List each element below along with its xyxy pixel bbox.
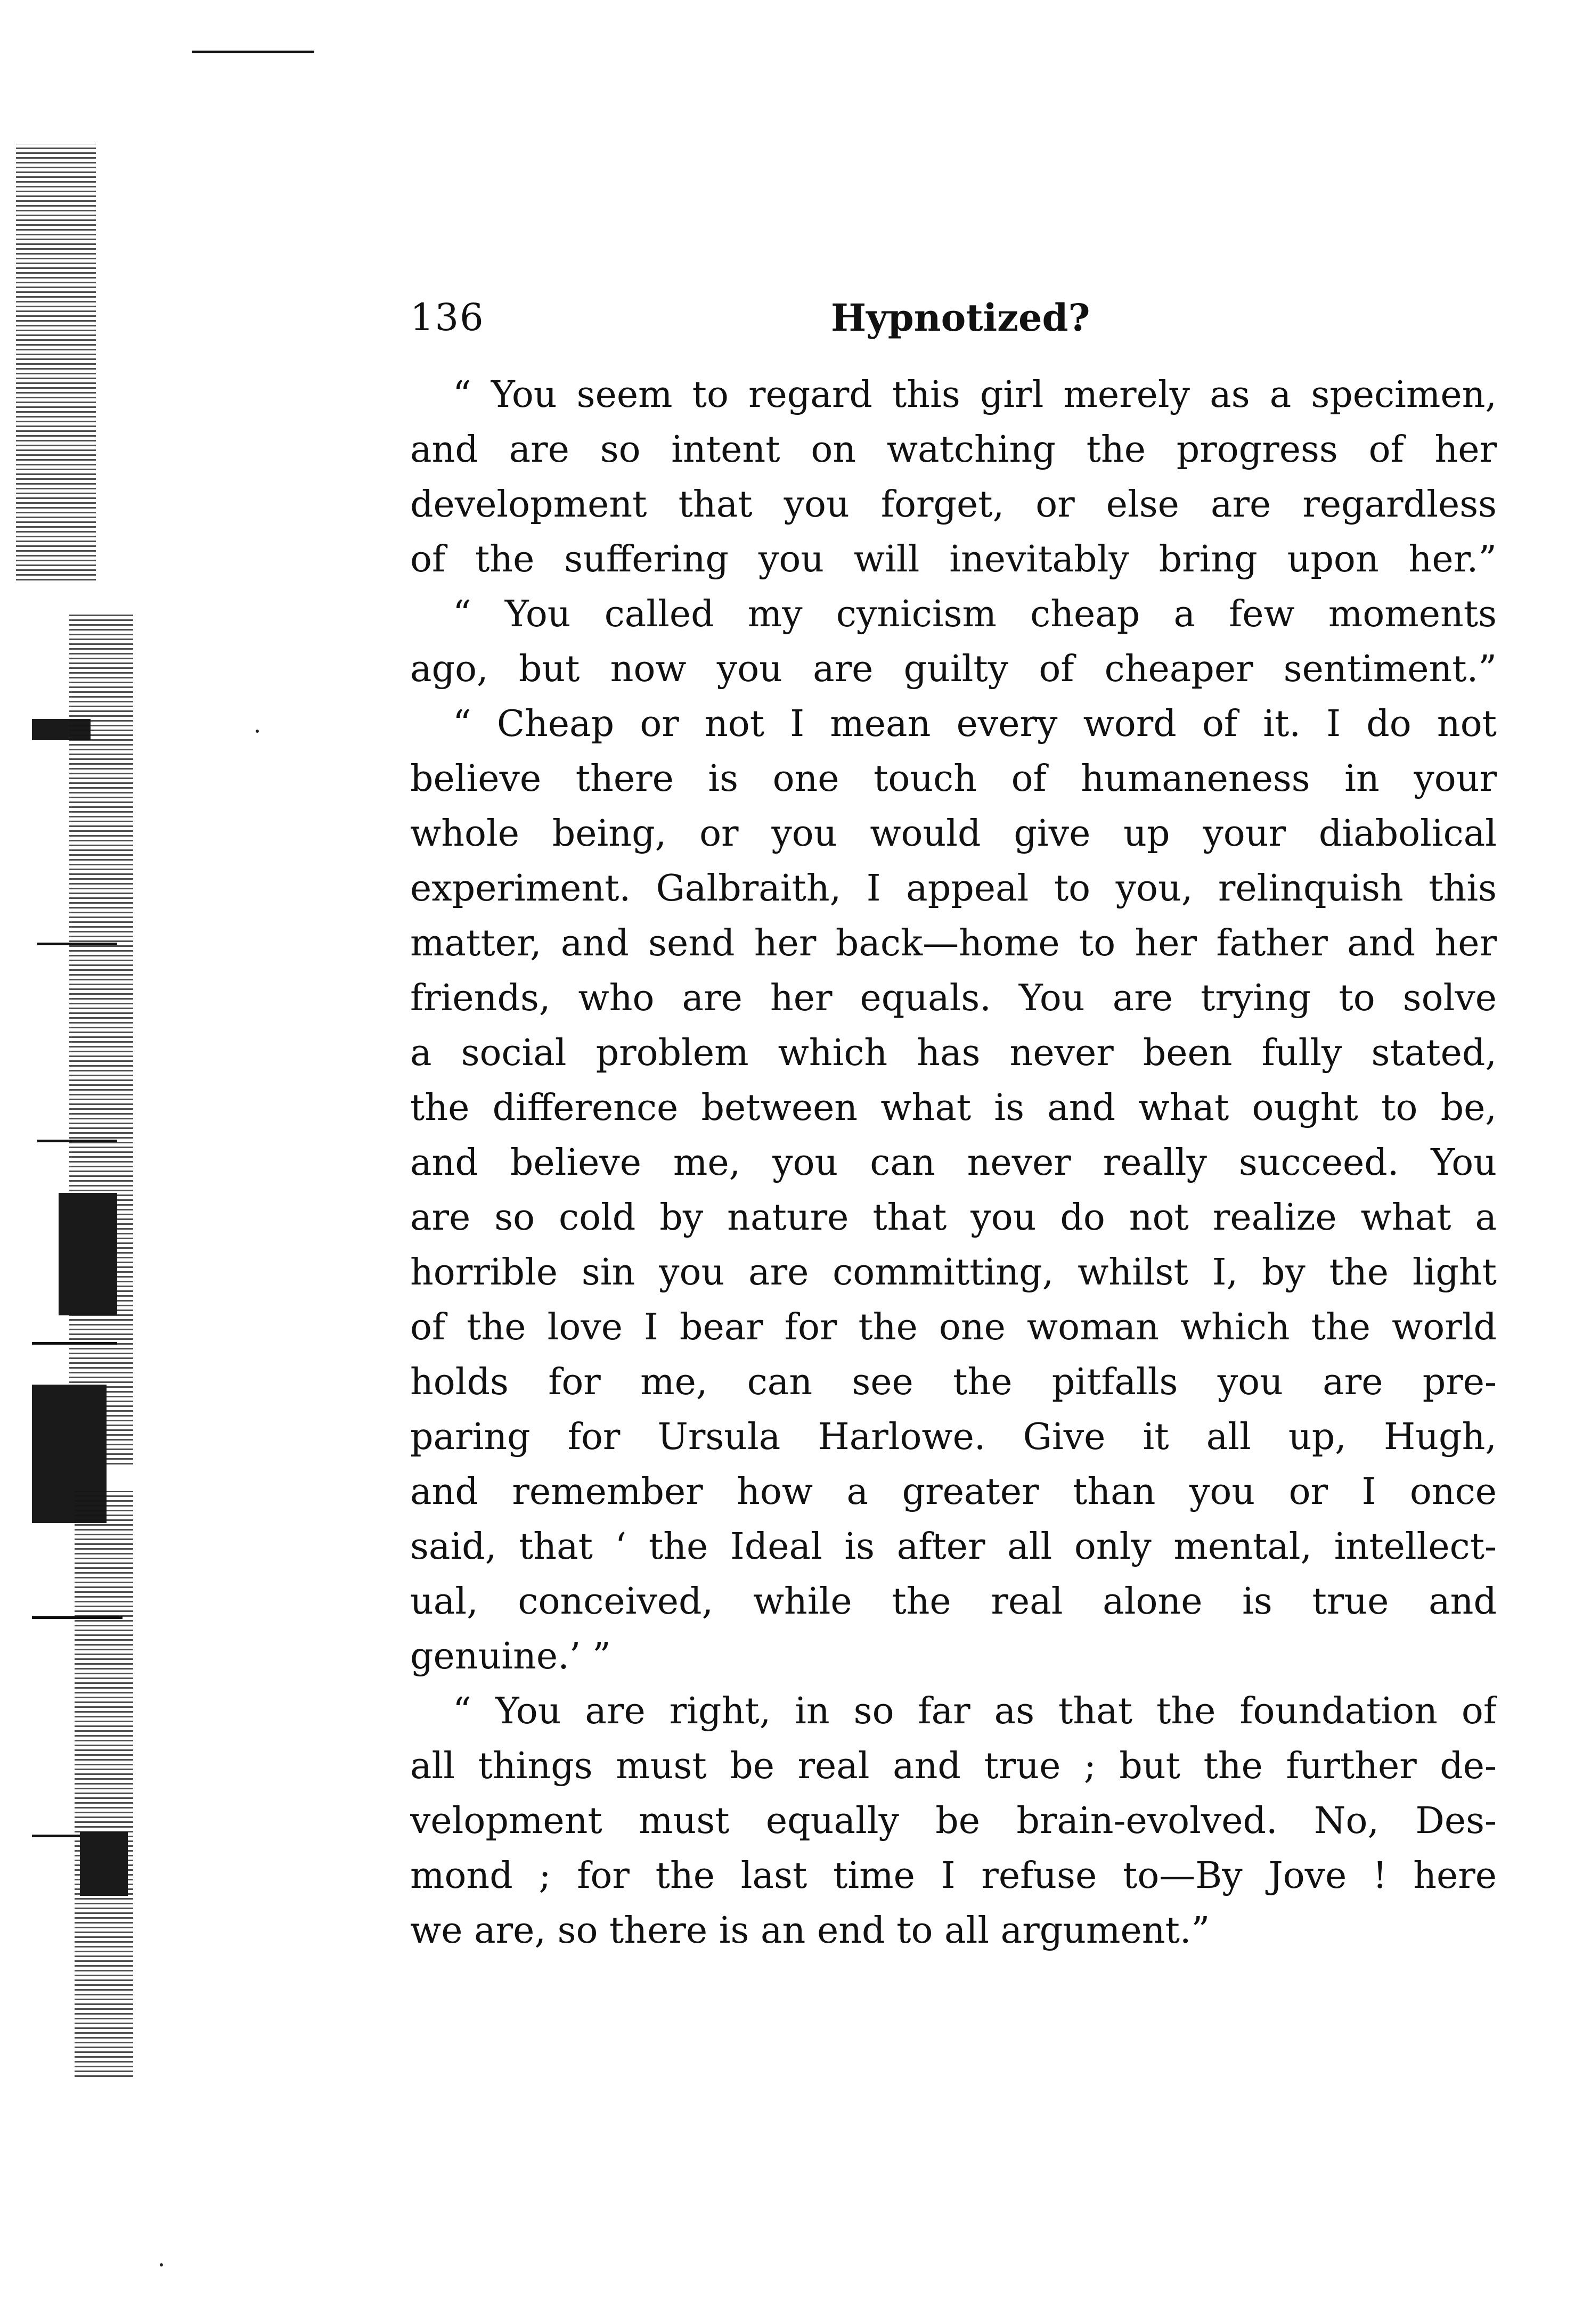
text-line: of the love I bear for the one woman which the world [410,1306,1497,1348]
text-line: all things must be real and true ; but the further de- [410,1745,1497,1787]
page-header [410,296,1491,354]
scan-block [59,1193,117,1315]
text-line: and are so intent on watching the progress of her [410,429,1497,471]
scan-noise [69,612,133,1464]
text-line: velopment must equally be brain-evolved. No, Des- [410,1800,1497,1842]
text-line: “ You called my cynicism cheap a few moments [453,593,1497,635]
text-line: believe there is one touch of humaneness in your [410,758,1497,800]
text-line: we are, so there is an end to all argument.” [410,1910,1210,1952]
body-text [410,367,1497,1958]
text-line: development that you forget, or else are regardless [410,484,1497,526]
text-line: “ Cheap or not I mean every word of it. I do not [453,703,1497,745]
text-line: said, that ‘ the Ideal is after all only mental, intellect- [410,1526,1497,1568]
text-line: and believe me, you can never really succeed. You [410,1142,1497,1184]
text-line: mond ; for the last time I refuse to—By Jove ! here [410,1855,1497,1897]
text-line: paring for Ursula Harlowe. Give it all up, Hugh, [410,1416,1497,1458]
text-line: and remember how a greater than you or I once [410,1471,1497,1513]
text-line: experiment. Galbraith, I appeal to you, relinquish this [410,868,1497,910]
text-line: whole being, or you would give up your diabolical [410,813,1497,855]
text-line: friends, who are her equals. You are trying to solve [410,977,1497,1019]
scan-rule [37,943,117,945]
text-line: ual, conceived, while the real alone is true and [410,1581,1497,1623]
scan-block [80,1832,128,1896]
page-number: 136 [410,296,485,339]
scan-rule [37,1140,117,1142]
text-line: horrible sin you are committing, whilst I, by the light [410,1251,1497,1294]
scan-noise [75,1491,133,2077]
text-line: ago, but now you are guilty of cheaper sentiment.” [410,648,1497,690]
text-line: matter, and send her back—home to her father and her [410,922,1497,964]
text-line: a social problem which has never been fully stated, [410,1032,1497,1074]
text-line: “ You seem to regard this girl merely as a specimen, [453,374,1497,416]
scan-speck [160,2263,163,2266]
text-line: holds for me, can see the pitfalls you are pre- [410,1361,1497,1403]
scan-speck [256,730,259,733]
text-line: of the suffering you will inevitably bring upon her.” [410,538,1497,580]
running-head: Hypnotized? [831,296,1090,340]
text-line: genuine.’ ” [410,1635,611,1677]
text-line: “ You are right, in so far as that the foundation of [453,1690,1497,1732]
text-line: the difference between what is and what ought to be, [410,1087,1497,1129]
scan-rule [32,1342,117,1345]
scan-edge-artifacts [0,0,176,2324]
text-line: are so cold by nature that you do not realize what a [410,1197,1497,1239]
scan-noise [16,144,96,580]
scan-rule [192,51,314,53]
scan-rule [32,1616,123,1619]
